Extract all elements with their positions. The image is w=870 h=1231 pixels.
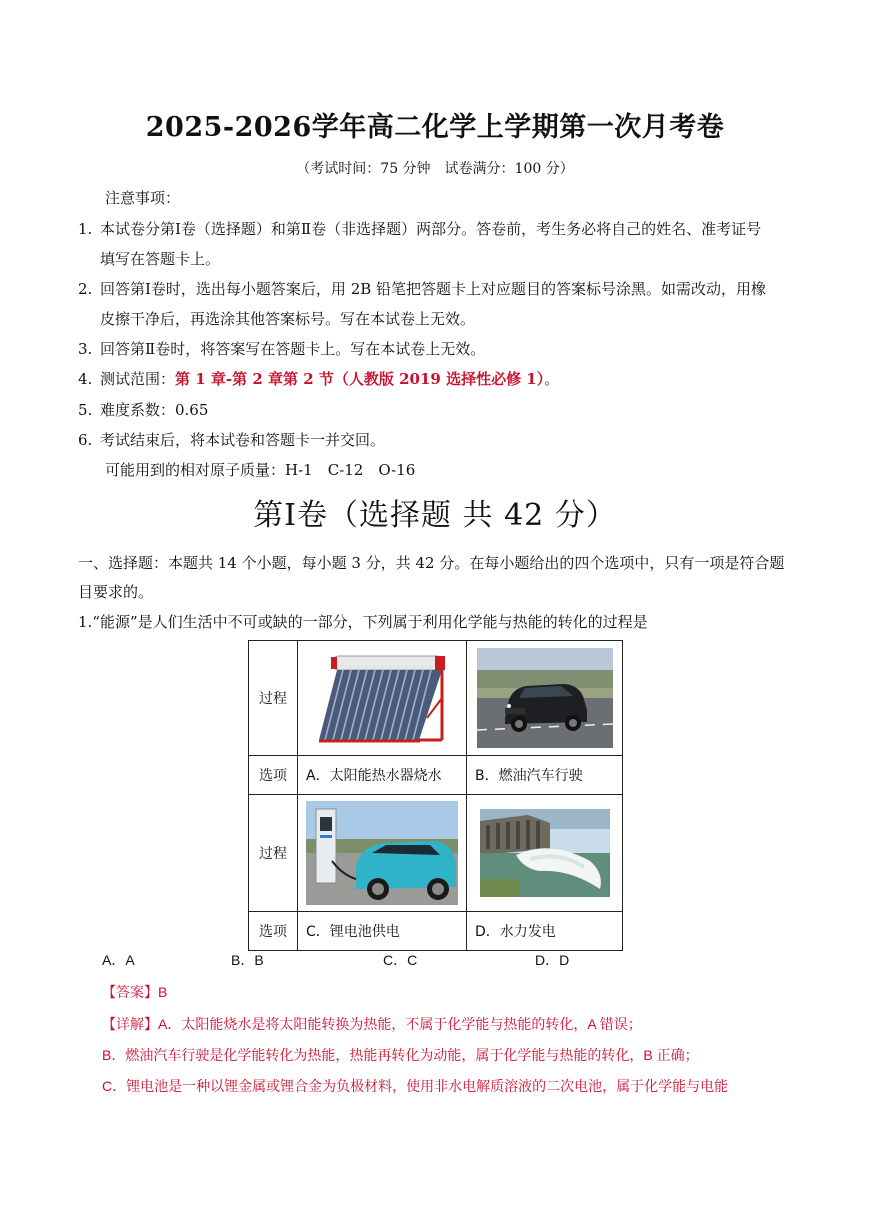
options-table: [248, 640, 623, 951]
image-solar-water-heater: [298, 641, 467, 756]
option-c-label: C．锂电池供电: [298, 912, 467, 951]
row-label-process: 过程: [249, 641, 298, 756]
row-label-process-2: 过程: [249, 795, 298, 912]
exam-title: 2025-2026学年高二化学上学期第一次月考卷: [145, 112, 725, 143]
note-2-cont: 皮擦干净后，再选涂其他答案标号。写在本试卷上无效。: [100, 310, 476, 328]
choice-d: D．D: [535, 952, 570, 968]
answer: 【答案】B: [102, 984, 168, 1000]
image-gasoline-car: [467, 641, 623, 756]
note-3: 3. 回答第Ⅱ卷时，将答案写在答题卡上。写在本试卷上无效。: [78, 340, 486, 358]
option-a-label: A．太阳能热水器烧水: [298, 756, 467, 795]
image-ev-charging: [298, 795, 467, 912]
solar-heater-image: [307, 648, 457, 748]
explanation-line-c: C．锂电池是一种以锂金属或锂合金为负极材料，使用非水电解质溶液的二次电池，属于化学能与电能: [102, 1078, 729, 1094]
explanation-line-a: 【详解】A．太阳能烧水是将太阳能转换为热能，不属于化学能与热能的转化，A 错误；: [102, 1016, 642, 1032]
car-image: [477, 648, 613, 748]
option-d-label: D．水力发电: [467, 912, 623, 951]
image-hydropower: [467, 795, 623, 912]
option-b-label: B．燃油汽车行驶: [467, 756, 623, 795]
note-5: 5. 难度系数：0.65: [78, 401, 209, 419]
note-1: 1. 本试卷分第Ⅰ卷（选择题）和第Ⅱ卷（非选择题）两部分。答卷前，考生务必将自己的姓名、准考证号: [78, 220, 762, 238]
atomic-mass-line: 可能用到的相对原子质量：H-1 C-12 O-16: [105, 461, 416, 479]
choice-a: A．A: [102, 952, 135, 968]
note-1-cont: 填写在答题卡上。: [100, 250, 221, 268]
question-1: 1.“能源”是人们生活中不可或缺的一部分，下列属于利用化学能与热能的转化的过程是: [78, 613, 648, 631]
choice-c: C．C: [383, 952, 418, 968]
notes-heading: 注意事项：: [105, 189, 181, 207]
instructions-line1: 一、选择题：本题共 14 个小题，每小题 3 分，共 42 分。在每小题给出的四个选项中，只有一项是符合题: [78, 554, 785, 572]
section-title: 第Ⅰ卷（选择题 共 42 分）: [253, 498, 617, 533]
note-4: 4. 测试范围：第 1 章-第 2 章第 2 节（人教版 2019 选择性必修 1）。: [78, 370, 560, 388]
note-2: 2. 回答第Ⅰ卷时，选出每小题答案后，用 2B 铅笔把答题卡上对应题目的答案标号涂黑。如需改动，用橡: [78, 280, 767, 298]
row-label-option: 选项: [249, 756, 298, 795]
note-6: 6. 考试结束后，将本试卷和答题卡一并交回。: [78, 431, 386, 449]
choice-b: B．B: [231, 952, 264, 968]
explanation-line-b: B．燃油汽车行驶是化学能转化为热能，热能再转化为动能，属于化学能与热能的转化，B 正确；: [102, 1047, 699, 1063]
test-range-highlight: 第 1 章-第 2 章第 2 节（人教版 2019 选择性必修 1）: [175, 370, 545, 388]
row-label-option-2: 选项: [249, 912, 298, 951]
ev-charging-image: [306, 801, 458, 905]
explanation-label: 【详解】: [102, 1016, 158, 1032]
exam-subtitle: （考试时间：75 分钟 试卷满分：100 分）: [296, 161, 574, 177]
hydropower-image: [480, 809, 610, 897]
instructions-line2: 目要求的。: [78, 583, 154, 601]
